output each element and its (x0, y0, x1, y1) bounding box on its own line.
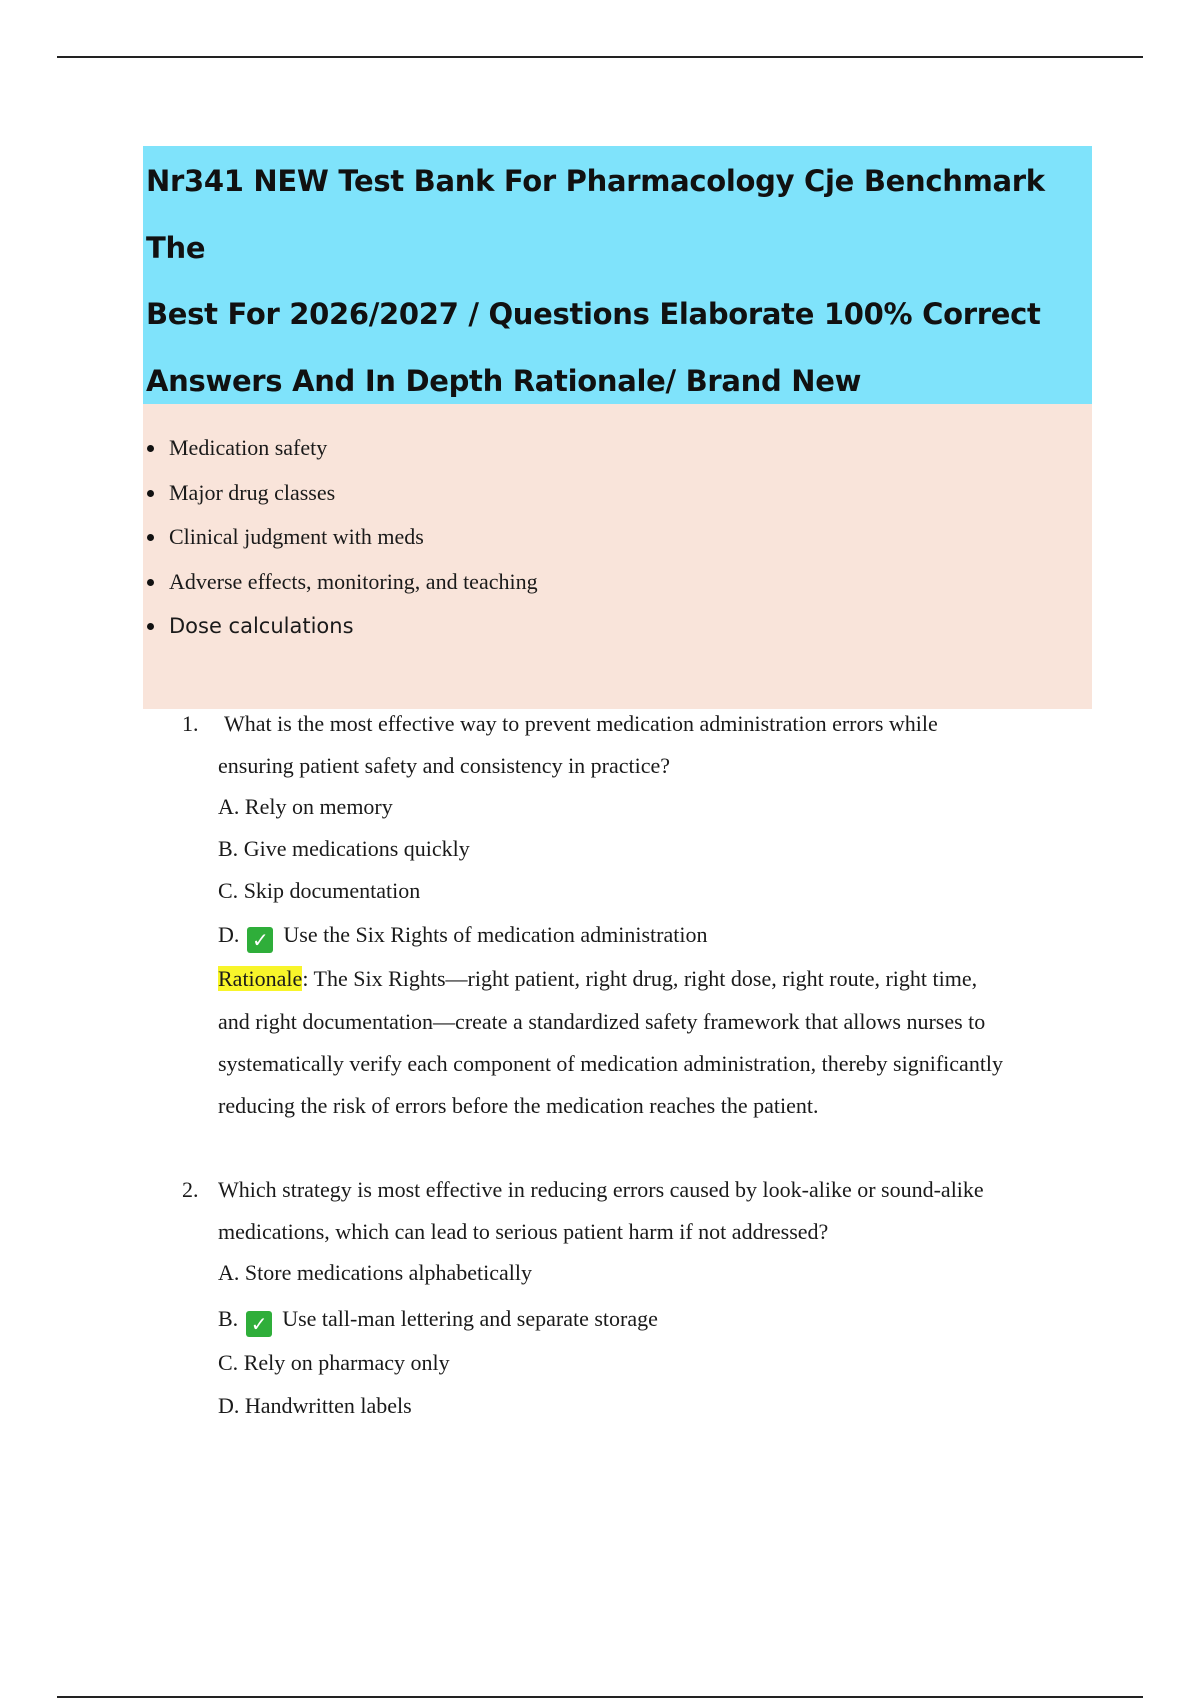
topic-item (143, 608, 538, 653)
option-letter: A. (218, 1260, 240, 1285)
title-line: Answers And In Depth Rationale/ Brand New (146, 363, 862, 398)
bottom-rule (57, 1696, 1143, 1698)
bullet-icon (147, 534, 154, 541)
topic-item (143, 519, 538, 564)
topic-item (143, 475, 538, 520)
bullet-icon (147, 490, 154, 497)
question-stem: Which strategy is most effective in reducing errors caused by look-alike or sound-alike (218, 1177, 984, 1202)
question-stem: medications, which can lead to serious patient harm if not addressed? (218, 1219, 829, 1244)
option-letter: C. (218, 878, 239, 903)
option-text: Handwritten labels (244, 1393, 412, 1418)
option-text: Skip documentation (243, 878, 421, 903)
answer-option-correct (218, 917, 707, 953)
topic-label: Dose calculations (169, 614, 354, 638)
top-rule (57, 56, 1143, 58)
option-letter: A. (218, 794, 240, 819)
rationale-text: systematically verify each component of medication administration, thereby significantly (218, 1051, 1004, 1076)
option-text: Give medications quickly (243, 836, 470, 861)
question-stem: ensuring patient safety and consistency in practice? (218, 753, 671, 778)
title-line: Best For 2026/2027 / Questions Elaborate 100% Correct (146, 297, 1041, 331)
check-mark-icon: ✓ (246, 1311, 272, 1337)
topic-item (143, 430, 538, 475)
topic-label: Clinical judgment with meds (169, 524, 424, 549)
bullet-icon (147, 445, 154, 452)
option-text: Rely on pharmacy only (243, 1350, 450, 1375)
topics-list (143, 430, 538, 653)
answer-option (218, 789, 393, 825)
title-line: Nr341 NEW Test Bank For Pharmacology Cje Benchmark The (146, 164, 1045, 265)
rationale-text: reducing the risk of errors before the medication reaches the patient. (218, 1093, 819, 1118)
topic-label: Medication safety (169, 435, 328, 460)
check-mark-icon: ✓ (247, 927, 273, 953)
topic-item (143, 564, 538, 609)
rationale-text: and right documentation—create a standardized safety framework that allows nurses to (218, 1009, 986, 1034)
topics-panel (143, 404, 1092, 709)
answer-option-correct (218, 1301, 658, 1337)
question-stem: What is the most effective way to prevent medication administration errors while (224, 711, 938, 736)
bullet-icon (147, 579, 154, 586)
answer-option (218, 1345, 450, 1381)
option-text: Use the Six Rights of medication administration (283, 922, 708, 947)
answer-option (218, 1388, 412, 1424)
bullet-icon (147, 623, 154, 630)
rationale-label: Rationale (218, 966, 303, 991)
answer-option (218, 831, 470, 867)
answer-option (218, 873, 420, 909)
option-text: Use tall-man lettering and separate storage (282, 1306, 658, 1331)
question-number: 2. (182, 1177, 199, 1202)
document-title (146, 146, 1092, 414)
option-letter: D. (218, 922, 240, 947)
option-letter: B. (218, 836, 239, 861)
option-letter: B. (218, 1306, 239, 1331)
option-letter: C. (218, 1350, 239, 1375)
topic-label: Adverse effects, monitoring, and teaching (169, 568, 538, 594)
topic-label: Major drug classes (169, 479, 336, 505)
rationale-line (218, 961, 977, 997)
rationale-text: : The Six Rights—right patient, right drug, right dose, right route, right time, (302, 966, 978, 991)
question-number: 1. (182, 711, 199, 736)
title-banner (143, 146, 1092, 404)
option-text: Rely on memory (244, 794, 393, 819)
option-text: Store medications alphabetically (244, 1260, 533, 1285)
answer-option (218, 1255, 532, 1291)
option-letter: D. (218, 1393, 240, 1418)
